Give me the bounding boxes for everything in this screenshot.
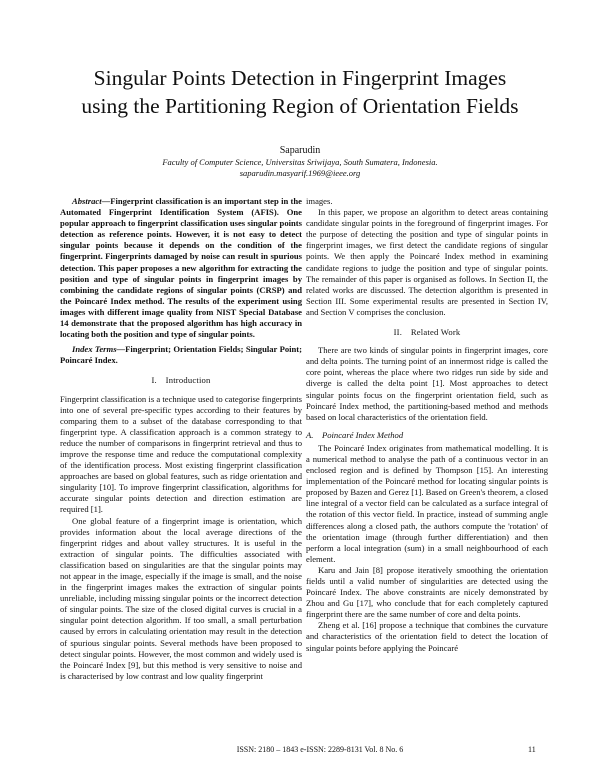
right-column bbox=[306, 196, 548, 654]
poincare-paragraph-1: The Poincaré Index originates from mathematical modelling. It is a numerical method to analyse the path of a continuous vector in an enclosed region and is defined by Thompson [15]. An interesting implementation of the Poincaré method for locating singular points is proposed by Bazen and Gerez [1]. Based on Green's theorem, a closed line integral of a vector field can be calculated as a surface integral of the rotation of this vector field. In practice, instead of summing angle differences along a closed path, the authors compute the 'rotation' of the orientation image (through further differentiation) and then perform a local integration (sum) in a small neighbourhood of each element. bbox=[306, 442, 548, 564]
poincare-paragraph-3: Zheng et al. [16] propose a technique that combines the curvature and characteristics of the orientation field to detect the location of singular points before applying the Poincaré bbox=[306, 620, 548, 653]
index-terms-text: Fingerprint; Orientation Fields; Singular Point; Poincaré Index. bbox=[60, 344, 303, 366]
title-line-2: using the Partitioning Region of Orientation Fields bbox=[81, 94, 519, 118]
index-terms bbox=[60, 344, 302, 366]
author-email: saparudin.masyarif.1969@ieee.org bbox=[239, 168, 361, 178]
left-column bbox=[60, 196, 302, 682]
section-heading-introduction: I. Introduction bbox=[151, 375, 211, 386]
paper-title bbox=[40, 64, 560, 120]
abstract-label: Abstract— bbox=[72, 196, 111, 206]
title-line-1: Singular Points Detection in Fingerprint Images bbox=[93, 66, 507, 90]
page-number: 11 bbox=[528, 745, 536, 754]
section-heading-related-work: II. Related Work bbox=[393, 327, 461, 338]
author-affiliation: Faculty of Computer Science, Universitas Sriwijaya, South Sumatera, Indonesia. bbox=[162, 157, 438, 167]
intro-paragraph-3: In this paper, we propose an algorithm to detect areas containing candidate singular points in the foreground of fingerprint images. For the purpose of detecting the position and type of singular points in fingerprint images, we first detect the candidate regions of singular points. We then apply the Poincaré Index method in examining candidate regions to judge the position and type of singular points. The remainder of this paper is organised as follows. In Section II, the related works are discussed. The detection algorithm is presented in Section III. Some experimental results are presented in Section IV, and Section V comprises the conclusion. bbox=[306, 207, 548, 317]
poincare-paragraph-2: Karu and Jain [8] propose iteratively smoothing the orientation fields until a valid number of singularities are detected using the Poincaré Index. The above constraints are nicely demonstrated by Zhou and Gu [17], who conclude that for each completely captured fingerprint there are the same number of core and delta points. bbox=[306, 564, 548, 620]
intro-paragraph-1: Fingerprint classification is a technique used to categorise fingerprints into one of several pre-specific types according to their features by comparing them to a subset of the database corresponding to that fingerprint type. A classification approach is a common strategy to reduce the number of comparisons in fingerprint retrieval and thus to improve the response time and reduce the computational complexity of the identification process. Most existing fingerprint classification approaches are based on global features, such as ridge orientation and singularity [10]. To improve fingerprint classification, algorithms for accurate singular points detection and direction estimation are required [1]. bbox=[60, 393, 302, 515]
index-terms-label: Index Terms— bbox=[72, 344, 126, 355]
abstract-text: Fingerprint classification is an important step in the Automated Fingerprint Identification System (AFIS). One popular approach to fingerprint classification uses singular points detection as reference points. However, it is not easy to detect singular points because it depends on the condition of the fingerprint. Fingerprints damaged by noise can result in spurious detection. This paper proposes a new algorithm for extracting the position and type of singular points in fingerprint images by combining the candidate regions of singular points (CRSP) and the Poincaré Index method. The results of the experiment using images with different image quality from NIST Special Database 14 demonstrate that the proposed algorithm has high accuracy in locating both the position and type of singular points. bbox=[60, 196, 302, 340]
related-work-paragraph: There are two kinds of singular points in fingerprint images, core and delta points. The turning point of an innermost ridge is called the core point, whereas the place where two ridges run side by side and diverge is called the delta point [1]. Most approaches to detect singular points focus on the fingerprint orientation field, such as Poincaré Index method, the partitioning-based method and methods based on local characteristics of the orientation field. bbox=[306, 345, 548, 422]
intro-paragraph-2: One global feature of a fingerprint image is orientation, which provides information about the local average directions of the fingerprint ridges and about valley structures. It is useful in the extraction of singular points. The difficulties associated with classification based on singularities are that the singular points may not appear in the image, especially if the image is small, and the noise in the fingerprint images makes the extraction of singular points unreliable, including missing singular points or the incorrect detection of singular points. The size of the closed digital curves is crucial in a singular point detection algorithm. If too small, a small perturbation caused by errors in calculating orientation may result in the detection of spurious singular points. Several methods have been proposed to detect singular points. However, the most common and widely used is the Poincaré Index [9], but this method is very sensitive to noise and is characterised by low contrast and low quality fingerprint bbox=[60, 515, 302, 681]
abstract bbox=[60, 196, 302, 340]
journal-issn: ISSN: 2180 – 1843 e-ISSN: 2289-8131 Vol. 8 No. 6 bbox=[236, 745, 404, 754]
subsection-heading-poincare: A. Poincaré Index Method bbox=[306, 429, 404, 440]
intro-continuation: images. bbox=[306, 196, 333, 206]
author-name: Saparudin bbox=[279, 145, 321, 156]
